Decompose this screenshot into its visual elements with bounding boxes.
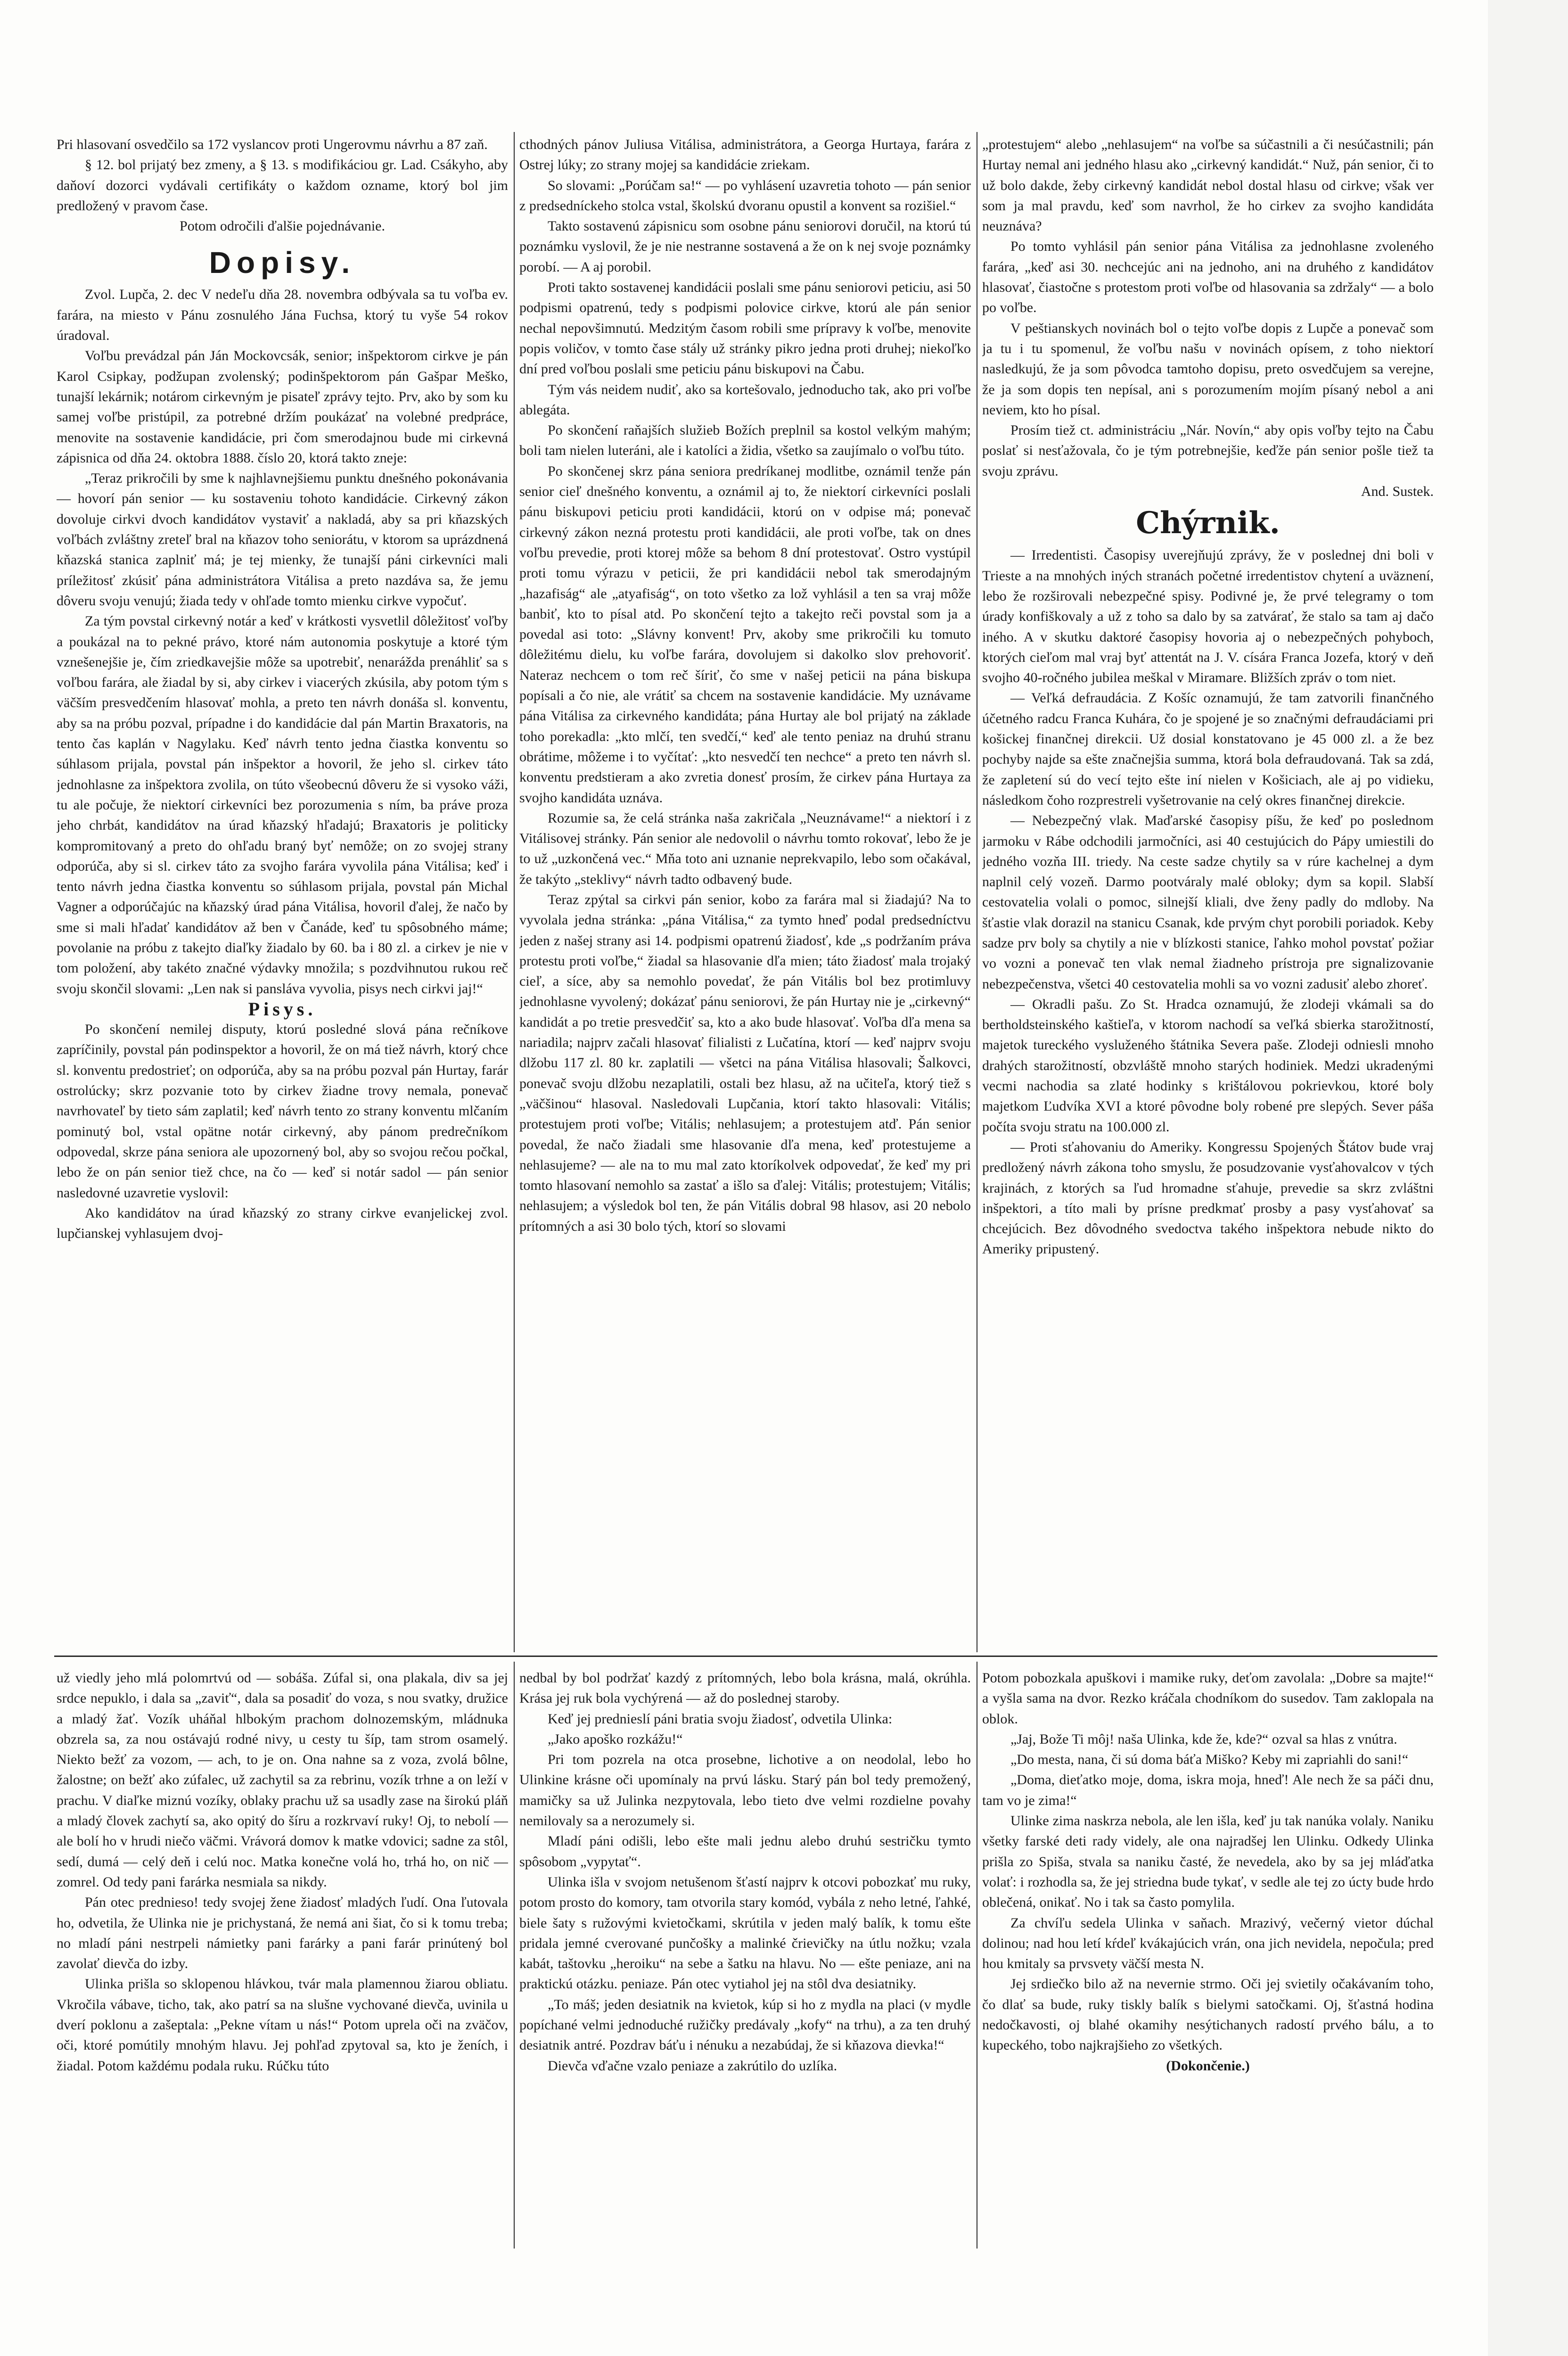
paragraph: Ulinka išla v svojom netušenom šťastí najprv k otcovi pobozkať mu ruky, potom prosto do komory, tam otvorila stary komód, vybála z neho letné, ľahké, biele šaty s ružovými kvietočkami, skrútila v jeden malý balík, k tomu ešte pridala jemné cverované punčošky a malinké črievičky na útlu nožku; vzala kabát, taštovku „heroiku“ na sebe a šatku na hlavu. No — ešte peniaze, ani na praktickú otázku. peniaze. Pán otec vytiahol jej na stôl dva desiatniky. xyxy=(519,1874,971,1992)
paragraph: Za tým povstal cirkevný notár a keď v krátkosti vysvetlil dôležitosť voľby a poukázal na to pekné právo, ktoré nám autonomia poskytuje a ktoré tým vznešenejšie je, čím zriedkavejšie môže sa upotrebiť, nenarážda prenáhliť sa s voľbou farára, ale žiadal by si, aby cirkev i viacerých zkúsila, aby potom tým s väčším presvedčením hlasovať mohla, a preto ten návrh donáša sl. konventu, aby sa na próbu pozval, prípadne i do kandidácie dal pán Martin Braxatoris, na tento čas kaplán v Nagylaku. Keď návrh tento jedna čiastka konventu so súhlasom prijala, povstal pán inšpektor a hovoril, že jeho sl. cirkev táto jednohlasne za inšpektora zvolila, on túto všeobecnú dôveru že si vysoko váži, tu ale počuje, že niektorí cirkevníci bez porozumenia s ním, ba práve proza jeho chrbát, kandidátov na úrad kňazský hľadajú; Braxatoris je politicky kompromitovaný a preto do ohľadu braný byť nemôže; on zo svojej strany odporúča, aby si sl. cirkev táto za svojho farára vyvolila pána Vitálisa; keď i tento návrh jedna čiastka konventu so súhlasom prijala, povstal pán Michal Vagner a odporúčajúc na kňazský úrad pána Vitálisa, hovoril ďalej, že načo by sme si mali hľadať kandidátov až ben v Čanáde, keď tu spôsobného máme; povolanie na próbu z takejto diaľky žiadalo by 60. ba i 80 zl. a cirkev je nie v tom položení, aby takéto značné výdavky množila; s pozdvihnutou rukou reč svoju skončil slovami: „Len nak si pansláva vyvolia, pisys nech cirkvi jaj!“ xyxy=(57,613,508,997)
paragraph: Proti takto sostavenej kandidácii poslali sme pánu seniorovi peticiu, asi 50 podpismi opatrenú, tedy s podpismi polovice cirkve, ktorú ale pán senior nechal nepovšimnutú. Medzitým časom robili sme prípravy k voľbe, menovite popis voličov, v tomto čase stály už stránky pikro jedna proti druhej; niekoľko dní pred voľbou poslali sme peticiu pánu biskupovi na Čabu. xyxy=(519,280,971,377)
paragraph: Za chvíľu sedela Ulinka v saňach. Mrazivý, večerný vietor dúchal dolinou; nad hou letí kŕdeľ kvákajúcich vrán, ona jich nevidela, nepočula; pred hou kmitaly sa prvsvety väčší mesta N. xyxy=(982,1915,1434,1972)
paragraph: Zvol. Lupča, 2. dec V nedeľu dňa 28. novembra odbývala sa tu voľba ev. farára, na miesto v Pánu zosnulého Jána Fuchsa, ktorý tu vyše 54 rokov úradoval. xyxy=(57,287,508,344)
paragraph: Pán otec prednieso! tedy svojej žene žiadosť mladých ľudí. Ona ľutovala ho, odvetila, že Ulinka nie je prichystaná, že nemá ani šiat, čo si k tomu treba; no mladí páni nestrpeli námietky pani farárky a pani farár prinútený bol zavolať dievča do izby. xyxy=(57,1895,508,1972)
lower-column-1 xyxy=(57,1668,508,2248)
paragraph: Jej srdiečko bilo až na nevernie strmo. Oči jej svietily očakávaním toho, čo dlať sa bude, ruky tiskly balík s bielymi satočkami. Oj, šťastná hodina nedočkavosti, oj blahé okamihy nesýtichanych radostí prvého bálu, a to kupeckého, tobo najkrajšieho zo všetkých. xyxy=(982,1976,1434,2053)
upper-column-1 xyxy=(57,134,508,1650)
section-title-dopisy: Dopisy. xyxy=(209,246,356,280)
paragraph: Tým vás neidem nudiť, ako sa kortešovalo, jednoducho tak, ako pri voľbe ablegáta. xyxy=(519,381,971,418)
column-rule xyxy=(514,132,515,1652)
paragraph: Po tomto vyhlásil pán senior pána Vitálisa za jednohlasne zvoleného farára, „keď asi 30. nechcejúc ani na jednoho, ani na druhého z kandidátov hlasovať, čiastočne s protestom proti voľbe od hlasovania sa zdržaly“ — a bolo po voľbe. xyxy=(982,239,1434,316)
paragraph: Po skončení nemilej disputy, ktorú posledné slová pána rečníkove zapríčinily, povstal pán podinspektor a hovoril, že on má tiež návrh, ktorý chce sl. konventu predostrieť; on odporúča, aby sa na próbu pozval pán Hurtay, farár ostrolúcky; skrz pozvanie toto by cirkev žiadne trovy nemala, ponevač navrhovateľ by tieto sám zaplatil; keď návrh tento zo strany konventu mlčaním pominutý bol, vstal opätne notár cirkevný, aby pánom predrečníkom odpovedal, skrze pána seniora ale upozornený bol, aby so svojou rečou počkal, lebo že on pán senior tiež chce, na čo — keď si notár sadol — pán senior nasledovné uzavretie vyslovil: xyxy=(57,1021,508,1201)
news-item: — Nebezpečný vlak. Maďarské časopisy píšu, že keď po poslednom jarmoku v Rábe odchodili jarmočníci, asi 40 cestujúcich do Pápy umiestili do jedného vozňa III. triedy. Na ceste sadze chytily sa v rúre kachelnej a dym naplnil celý vozeň. Darmo pootváraly malé obloky; dym sa kopil. Slabší cestovatelia volali o pomoc, silnejší kliali, dve ženy padly do mdloby. Na šťastie vlak dorazil na stanicu Csanak, kde prvým chyt porobili poriadok. Keby sadze prv boly sa chytily a nie v blízkosti stanice, ľahko mohol povstať požiar vo vozni a ponevač ten vlak nemal žiadneho prístroja pre signalizovanie nebezpečenstva, všetci 40 cestovatelia mohli sa vo vozni zadusiť alebo zhoreť. xyxy=(982,813,1434,992)
subheading-pisys: Pisys. xyxy=(248,998,317,1020)
paragraph: „To máš; jeden desiatnik na kvietok, kúp si ho z mydla na placi (v mydle popíchané velmi jednoduché ružičky predávaly „kofy“ na trhu), a za ten druhý desiatnik antré. Pozdrav báťu i nénuku a nezabúdaj, že si kňazova dievka!“ xyxy=(519,1996,971,2053)
news-item: — Veľká defraudácia. Z Košíc oznamujú, že tam zatvorili finančného účetného radcu Franca Kuhára, čo je spojené je so značnými defraudáciami pri košickej finančnej direkcii. Už dosial konstatovano je 45 000 zl. a že bez pochyby najde sa ešte značnejšia summa, ktorá bola defraudovaná. Tak sa zdá, že zapletení sú do vecí tejto ešte iní nielen v Košiciach, ale aj po vidieku, následkom čoho rozprestreli vyšetrovanie na celý okres finančnej direkcie. xyxy=(982,690,1434,808)
paragraph: Mladí páni odišli, lebo ešte mali jednu alebo druhú sestričku tymto spôsobom „vypytať“. xyxy=(519,1833,971,1870)
news-item: — Irredentisti. Časopisy uverejňujú zprávy, že v poslednej dni boli v Trieste a na mnohých iných stranách početné irredentistov chytení a uväznení, lebo že rozširovali nebezpečné spisy. Podivné je, že prvé telegramy o tom úrady konfiškovaly a už z toho sa dalo by sa zatvárať, že stalo sa tam aj dačo iného. A v skutku daktoré časopisy hovoria aj o nebezpečných pohyboch, ktorých cieľom mal vraj byť attentát na J. V. císára Franca Jozefa, ktorý v deň svojho 40-ročného jubilea meškal v Miramare. Bližších zpráv o tom niet. xyxy=(982,547,1434,686)
paragraph: Ako kandidátov na úrad kňazský zo strany cirkve evanjelickej zvol. lupčianskej vyhlasujem dvoj- xyxy=(57,1205,508,1242)
news-item: — Proti sťahovaniu do Ameriky. Kongressu Spojených Štátov bude vraj predložený návrh zákona toho smyslu, že posudzovanie vysťahovalcov v tých krajinách, z ktorých sa ľud hromadne sťahuje, prevedie sa skrz zvláštni inšpektori, a títo mali by prísne predkmať prosby a pasy vysťahovať sa chcejúcich. Bez dôvodného svedoctva takého inšpektora nebude nikto do Ameriky pripustený. xyxy=(982,1139,1434,1257)
paragraph: Po skončenej skrz pána seniora predríkanej modlitbe, oznámil tenže pán senior cieľ dnešného konventu, a oznámil aj to, že niektorí cirkevníci poslali pánu biskupovi peticiu proti kandidácii, ktorú on v odpise má; ponevač cirkevný zákon nezná protestu proti kandidácii, ale proti voľbe, tak on dnes voľbu prevedie, proti ktorej môže sa behom 8 dní protestovať. Ostro vystúpil proti tomu výrazu v peticii, že pri kandidácii nebol tak smerodajným „hazafiság“ ale „atyafiság“, on toto všetko za lož vyhlásil a ten sa vraj môže banbiť, kto to písal atd. Po skončení tejto a takejto reči povstal som ja a povedal asi toto: „Slávny konvent! Prv, akoby sme prikročili ku tomuto dôležitému dielu, ku voľbe farára, dovolujem si dakolko slov prehovoriť. Nateraz nechcem o tom reč šíriť, čo sme v našej peticii na pána biskupa popísali a čo nie, ale vrátiť sa chcem na sostavenie kandidácie. My uznávame pána Vitálisa za cirkevného kandidáta; pána Hurtay ale bol prijatý na základe toho porekadla: „kto mlčí, ten svedčí,“ keď ale tento peniaz na druhú stranu obrátime, môžeme i to vyčítať: „kto nesvedčí ten nechce“ a preto ten návrh sl. konventu predstieram a ako zvretia donesť prosím, že cirkev pána Hurtaya za svojho kandidáta uznáva. xyxy=(519,463,971,806)
column-rule xyxy=(514,1662,515,2249)
lower-column-3 xyxy=(982,1668,1434,2248)
paragraph: Rozumie sa, že celá stránka naša zakričala „Neuznávame!“ a niektorí i z Vitálisovej stránky. Pán senior ale nedovolil o návrhu tomto rokovať, lebo že je to už „uzkončená vec.“ Mňa toto ani uznanie neprekvapilo, lebo som očakával, že takýto „steklivy“ návrh tadto odbavený bude. xyxy=(519,810,971,887)
paragraph: „protestujem“ alebo „nehlasujem“ na voľbe sa súčastnili a či nesúčastnili; pán Hurtay nemal ani jedného hlasu ako „cirkevný kandidát.“ Nuž, pán senior, či to už bolo dakde, žeby cirkevný kandidát nebol dostal hlasu od cirkve; však ver som ja mal pravdu, keď som navrhol, že ho cirkev za svojho kandidáta neuznáva? xyxy=(982,137,1434,234)
scan-margin xyxy=(1488,0,1568,2356)
paragraph: Ulinka prišla so sklopenou hlávkou, tvár mala plamennou žiarou obliatu. Vkročila vábave, ticho, tak, ako patrí sa na slušne vychované dievča, uvinila u dverí poklonu a zašeptala: „Pekne vítam u nás!“ Potom uprela oči na zväčov, oči, ktoré pomútily mnohým hlavu. Jej pohľad zpytoval sa, kto je ženích, i žiadal. Potom každému podala ruku. Rúčku túto xyxy=(57,1976,508,2074)
intro-line: § 12. bol prijatý bez zmeny, a § 13. s modifikáciou gr. Lad. Csákyho, aby daňoví dozorci vydávali certifikáty o každom ozname, ktorý bol jim predložený v pravom čase. xyxy=(57,157,508,214)
news-item: — Okradli pašu. Zo St. Hradca oznamujú, že zlodeji vkámali sa do bertholdsteinského kaštieľa, v ktorom nachodí sa veľká sbierka starožitností, majetok tureckého vysluženého štátnika Severa paše. Zlodeji odniesli mnoho drahých starožitností, obzvláště mnoho starých hodiniek. Medzi ukradenými vecmi nachodia sa zlaté hodinky s krištálovou pokrievkou, ktoré boly majetkom Ľudvíka XVI a ktoré pôvodne boly robené pre slepých. Sever páša počíta svoju stratu na 100.000 zl. xyxy=(982,996,1434,1135)
upper-column-2 xyxy=(519,134,971,1650)
paragraph: Voľbu prevádzal pán Ján Mockovcsák, senior; inšpektorom cirkve je pán Karol Csipkay, podžupan zvolenský; podinšpektorom pán Gašpar Meško, tunajší lekárnik; notárom cirkevným je pisateľ zprávy tejto. Prv, ako by som ku samej voľbe pristúpil, za potrebné držím poukázať na volebné predpráce, menovite na sostavenie kandidácie, pri čom smerodajnou bude mi cirkevná zápisnica od dňa 24. oktobra 1888. číslo 20, ktorá takto zneje: xyxy=(57,348,508,466)
intro-line: Pri hlasovaní osvedčilo sa 172 vyslancov proti Ungerovmu návrhu a 87 zaň. xyxy=(57,137,488,152)
signature: And. Sustek. xyxy=(1361,484,1434,500)
lower-column-2 xyxy=(519,1668,971,2248)
paragraph: „Teraz prikročili by sme k najhlavnejšiemu punktu dnešného pokonávania — hovorí pán senior — ku sostaveniu tohoto kandidácie. Cirkevný zákon dovoluje cirkvi dvoch kandidátov vystaviť a nakladá, aby sa pri kňazských voľbách zvláštny zreteľ bral na kňazov toho seniorátu, v ktorom sa uprázdnená kňazská stanica zaplniť má; je tej mienky, že tunajší páni cirkevníci mali príležitosť zkúsiť pána administrátora Vitálisa a preto nazdáva sa, že jemu dôveru svoju venujú; žiada tedy v ohľade tomto mienku cirkve vypočuť. xyxy=(57,470,508,609)
paragraph: už viedly jeho mlá polomrtvú od — sobáša. Zúfal si, ona plakala, div sa jej srdce nepuklo, i dala sa „zaviť“, dala sa posadiť do voza, s nou svatky, družice a mladý žať. Vozík uháňal hlbokým prachom dolnozemským, mládnuka obzrela sa, za nou ostávajú rodné nivy, u cesty tu šíp, tam strom osamelý. Niekto bežť za vozom, — ach, to je on. Ona nahne sa z voza, zvolá bôlne, žalostne; on bežť ako zúfalec, už zachytil sa za rebrinu, vozík trhne a on leží v prachu. V diaľke miznú vozíky, oblaky prachu už sa usadly zase na širokú pláň a mladý človek zachytí sa, ako opitý do šíru a rozkrvaví ruky! Oj, to nebolí — ale bolí ho v hrudi niečo väčmi. Vrávorá domov k matke vdovici; sadne za stôl, sedí, dumá — celý deň i celú noc. Matka konečne volá ho, trhá ho, on nič — zomrel. Od tedy pani farárka nesmiala sa nikdy. xyxy=(57,1670,508,1890)
paragraph: „Do mesta, nana, či sú doma báťa Miško? Keby mi zapriahli do sani!“ xyxy=(1010,1752,1409,1768)
paragraph: V peštianskych novinách bol o tejto voľbe dopis z Lupče a ponevač som ja tu i tu spomenul, že voľbu našu v novinách opísem, z toho niektorí nasledkujú, že ja som pôvodca tamtoho dopisu, preto osvedčujem sa verejne, že ja som dopis ten nepísal, ani s porozumením mojím písaný nebol a ani neviem, kto ho písal. xyxy=(982,320,1434,418)
paragraph: Takto sostavenú zápisnicu som osobne pánu seniorovi doručil, na ktorú tú poznámku vyslovil, že je nie nestranne sostavená a že on k nej svoje poznámky porobí. — A aj porobil. xyxy=(519,218,971,275)
continuation-note: (Dokončenie.) xyxy=(1166,2058,1250,2074)
intro-line: Potom odročili ďalšie pojednávanie. xyxy=(180,218,385,234)
paragraph: Pri tom pozrela na otca prosebne, lichotive a on neodolal, lebo ho Ulinkine krásne oči upomínaly na prvú lásku. Starý pán bol tedy premožený, mamičky sa už Julinka nezpytovala, lebo tieto dve velmi rozdielne povahy nemilovaly sa a nerozumely si. xyxy=(519,1752,971,1829)
paragraph: „Jako apoško rozkážu!“ xyxy=(548,1731,683,1747)
paragraph: Potom pobozkala apuškovi i mamike ruky, deťom zavolala: „Dobre sa majte!“ a vyšla sama na dvor. Rezko kráčala chodníkom do susedov. Tam zaklopala na oblok. xyxy=(982,1670,1434,1727)
paragraph: „Jaj, Bože Ti môj! naša Ulinka, kde že, kde?“ ozval sa hlas z vnútra. xyxy=(1010,1731,1397,1747)
upper-column-3 xyxy=(982,134,1434,1650)
section-title-chyrnik: Chýrnik. xyxy=(1136,505,1280,541)
paragraph: Dievča vďačne vzalo peniaze a zakrútilo do uzlíka. xyxy=(548,2058,837,2074)
paragraph: Prosím tiež ct. administráciu „Nár. Novín,“ aby opis voľby tejto na Čabu poslať si nesťažovala, čo je tým potrebnejšie, keďže pán senior pošle tiež ta svoju zprávu. xyxy=(982,422,1434,479)
paragraph: Ulinke zima naskrza nebola, ale len išla, keď ju tak nanúka volaly. Naniku všetky farské deti rady videly, ale ona najradšej len Ulinku. Odkedy Ulinka prišla zo Spiša, stvala sa naniku časté, že nevedela, ako by sa jej mláďatka volať: i rozhodla sa, že jej striedna bude tykať, v sedle ale tej zo úcty bude hrdo oblečená, onikať. No i tak sa často pomylila. xyxy=(982,1813,1434,1911)
paragraph: Teraz zpýtal sa cirkvi pán senior, kobo za farára mal si žiadajú? Na to vyvolala jedna stránka: „pána Vitálisa,“ za tymto hneď podal predsedníctvu jeden z našej strany asi 14. podpismi opatrenú žiadosť, kde „s podržaním práva protestu proti voľbe,“ žiadal sa hlasovanie dľa mien; táto žiadosť mala trojaký cieľ, a síce, aby sa nemohlo povedať, že pán Vitális bol bez protimluvy jednohlasne vyvolený; dokázať pánu seniorovi, že pán Hurtay nie je „cirkevný“ kandidát a po tretie presvedčiť sa, kto a ako bude hlasovať. Voľba dľa mena sa nariadila; najprv začali hlasovať filialisti z Lučatína, ktorí — keď najprv svoju dlžobu 117 zl. 80 kr. zaplatili — všetci na pána Vitálisa hlasovali; Šalkovci, ponevač svoju dlžobu nezaplatili, ostali bez hlasu, až na učiteľa, ktorý tiež s „väčšinou“ hlasoval. Nasledovali Lupčania, ktorí takto hlasovali: Vitális; protestujem proti voľbe; Vitális; nehlasujem; a protestujem atď. Pán senior povedal, že načo žiadali sme hlasovanie dľa mena, keď protestujeme a nehlasujeme? — ale na to mu mal zato ktoríkolvek odpovedať, že keď my pri tomto hlasovaní nemohlo sa zastať a išlo sa ďalej: Vitális; protestujem; Vitális; nehlasujem; a výsledok bol ten, že pán Vitális dobral 98 hlasov, asi 20 nebolo prítomných a asi 30 bolo tých, ktorí so slovami xyxy=(519,891,971,1234)
section-divider xyxy=(54,1656,1437,1657)
paragraph: nedbal by bol podržať kazdý z prítomných, lebo bola krásna, malá, okrúhla. Krása jej ruk bola vychýrená — až do poslednej staroby. xyxy=(519,1670,971,1706)
paragraph: Keď jej prednieslí páni bratia svoju žiadosť, odvetila Ulinka: xyxy=(548,1711,893,1727)
paragraph: cthodných pánov Juliusa Vitálisa, administrátora, a Georga Hurtaya, farára z Ostrej lúky; zo strany mojej sa kandidácie zriekam. xyxy=(519,137,971,173)
paragraph: „Doma, dieťatko moje, doma, iskra moja, hneď! Ale nech že sa páči dnu, tam vo je zima!“ xyxy=(982,1772,1434,1808)
paragraph: Po skončení raňajších služieb Božích preplnil sa kostol velkým mahým; boli tam nielen luteráni, ale i katolíci a židia, všetko sa zaujímalo o voľbu túto. xyxy=(519,422,971,459)
paragraph: So slovami: „Porúčam sa!“ — po vyhlásení uzavretia tohoto — pán senior z predsedníckeho stolca vstal, školskú dvoranu opustil a konvent sa rozišiel.“ xyxy=(519,177,971,214)
